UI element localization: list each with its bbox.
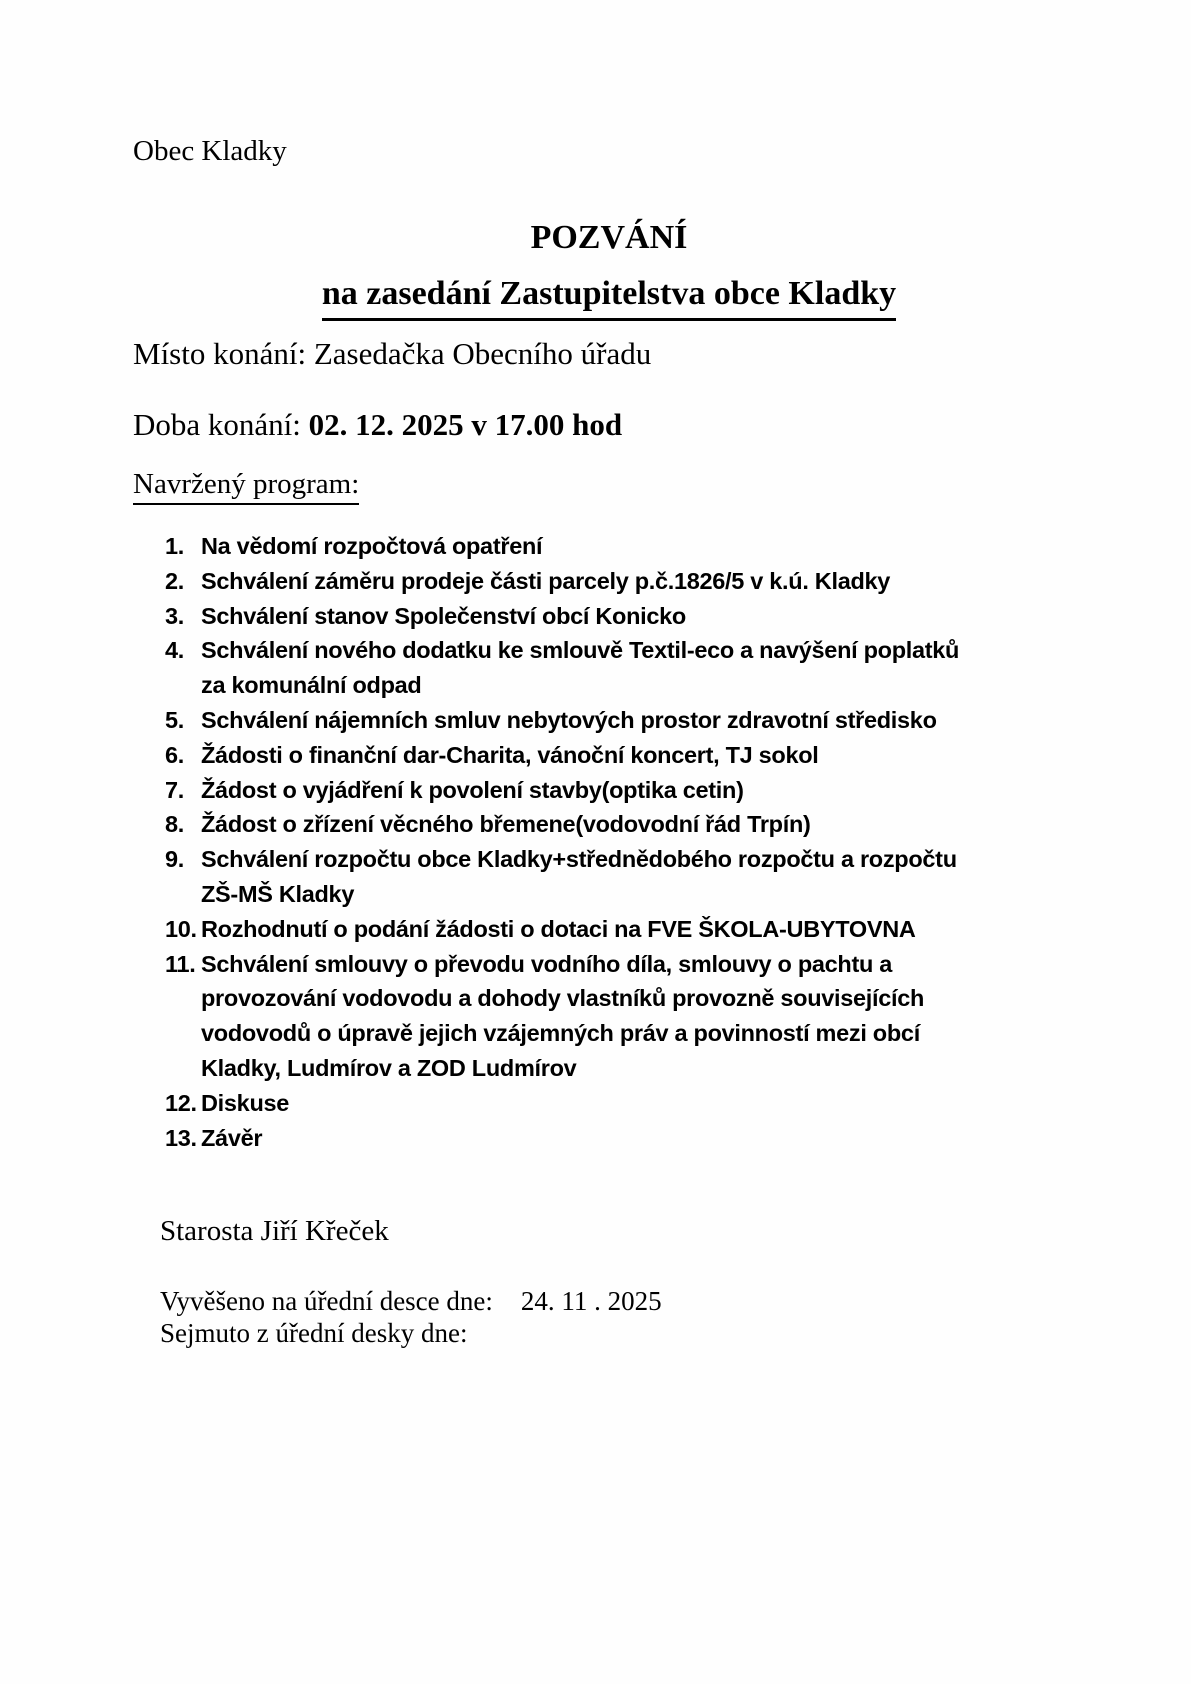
program-item [165,1121,1085,1156]
venue-line [133,335,1085,373]
program-item [165,912,1085,947]
program-item [165,1086,1085,1121]
program-item-marker: 4. [165,637,184,664]
program-item [165,842,1085,912]
venue-value: Zasedačka Obecního úřadu [313,336,652,371]
program-item-line: provozování vodovodu a dohody vlastníků provozně souvisejících [201,985,925,1012]
program-item-line: Schválení stanov Společenství obcí Konicko [201,602,686,629]
posted-date: 24. 11 . 2025 [520,1286,662,1317]
program-item [165,564,1085,599]
program-item-line: Žádosti o finanční dar-Charita, vánoční koncert, TJ sokol [201,741,819,768]
program-item-line: Kladky, Ludmírov a ZOD Ludmírov [201,1054,577,1081]
sender-name: Obec Kladky [133,135,287,167]
program-item-line: ZŠ-MŠ Kladky [201,880,355,907]
program-item-line: Schválení záměru prodeje části parcely p.č.1826/5 v k.ú. Kladky [201,567,891,594]
program-item [165,633,1085,703]
program-heading-block [133,466,1085,505]
program-item-text [201,703,1085,738]
program-heading: Navržený program: [133,466,359,505]
program-item [165,703,1085,738]
program-item [165,773,1085,808]
program-item-marker: 3. [165,602,184,629]
program-item-text [201,633,1085,703]
program-item-text [201,947,1085,1086]
program-item-line: za komunální odpad [201,672,422,699]
program-item-text [201,1121,1085,1156]
subtitle-block [133,272,1085,321]
program-item-marker: 5. [165,706,184,733]
datetime-line [133,406,1085,444]
program-item-marker: 12. [165,1089,197,1116]
program-item-marker: 11. [165,950,196,977]
venue-label: Místo konání: [133,336,307,371]
program-item-text [201,1086,1085,1121]
program-item-text [201,842,1085,912]
program-item [165,738,1085,773]
program-item-marker: 7. [165,776,184,803]
datetime-value: 02. 12. 2025 v 17.00 hod [308,407,623,442]
program-item [165,807,1085,842]
program-item [165,599,1085,634]
program-item [165,947,1085,1086]
program-item-text [201,807,1085,842]
title-block [133,216,1085,260]
program-item-marker: 2. [165,567,184,594]
program-item-line: Žádost o zřízení věcného břemene(vodovodní řád Trpín) [201,811,811,838]
removed-line [160,1317,1085,1349]
document-title: POZVÁNÍ [530,219,688,256]
document-subtitle: na zasedání Zastupitelstva obce Kladky [322,272,896,321]
program-item-marker: 6. [165,741,184,768]
program-item [165,529,1085,564]
posted-label: Vyvěšeno na úřední desce dne: [160,1286,493,1317]
removed-label: Sejmuto z úřední desky dne: [160,1318,468,1349]
program-item-line: Diskuse [201,1089,290,1116]
program-item-text [201,912,1085,947]
program-item-line: vodovodů o úpravě jejich vzájemných práv a povinností mezi obcí [201,1020,920,1047]
program-item-text [201,738,1085,773]
program-item-marker: 13. [165,1124,197,1151]
program-item-line: Schválení nového dodatku ke smlouvě Textil-eco a navýšení poplatků [201,637,960,664]
program-item-line: Schválení nájemních smluv nebytových prostor zdravotní středisko [201,706,937,733]
program-list [165,529,1085,1155]
datetime-label: Doba konání: [133,407,301,442]
program-item-marker: 1. [165,533,184,559]
program-item-line: Závěr [201,1124,263,1151]
program-item-marker: 9. [165,846,184,873]
program-item-text [201,773,1085,808]
program-item-line: Schválení smlouvy o převodu vodního díla, smlouvy o pachtu a [201,950,893,977]
program-item-text [201,564,1085,599]
program-item-marker: 8. [165,811,184,838]
program-item-text [201,599,1085,634]
posted-line [160,1285,1085,1317]
program-item-text [201,529,1085,564]
program-item-line: Schválení rozpočtu obce Kladky+střednědobého rozpočtu a rozpočtu [201,846,957,873]
signature-line: Starosta Jiří Křeček [160,1215,389,1248]
program-item-marker: 10. [165,915,197,942]
program-item-line: Na vědomí rozpočtová opatření [201,533,543,559]
program-item-line: Žádost o vyjádření k povolení stavby(optika cetin) [201,776,744,803]
program-item-line: Rozhodnutí o podání žádosti o dotaci na FVE ŠKOLA-UBYTOVNA [201,915,916,942]
